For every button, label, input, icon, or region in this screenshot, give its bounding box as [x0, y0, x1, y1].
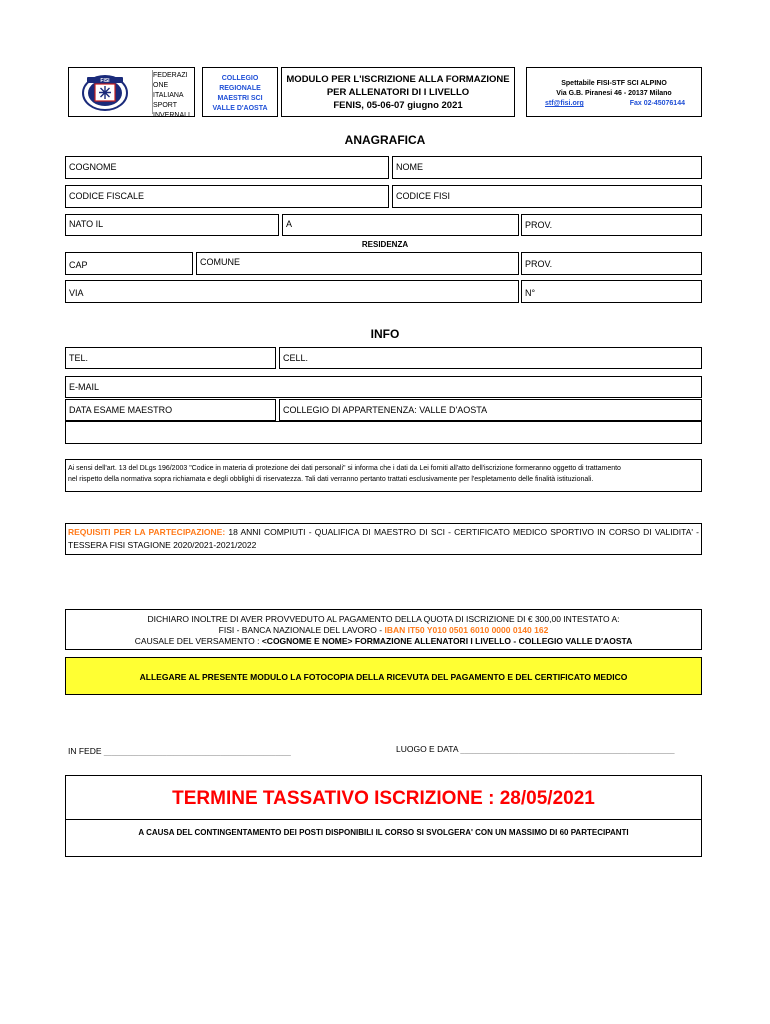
privacy-notice: Ai sensi dell'art. 13 del DLgs 196/2003 "Codice in materia di protezione dei dati personali" si informa che i dati da Lei forniti all'atto dell'iscrizione formeranno oggetto di trattamento nel rispetto della normativa sopra richiamata e degli obblighi di riservatezza. Tali dati verranno pertanto trattati esclusivamente per l'espletamento delle finalità istituzionali. [65, 459, 702, 492]
residenza-heading: RESIDENZA [361, 240, 409, 249]
email-link[interactable]: stf@fisi.org [545, 100, 584, 107]
anagrafica-heading: ANAGRAFICA [344, 133, 426, 147]
cap-field[interactable]: CAP [65, 252, 193, 275]
fisi-logo-icon [73, 74, 149, 112]
numero-civico-field[interactable]: N° [521, 280, 702, 303]
blank-row [65, 421, 702, 444]
federation-name: FEDERAZI ONE ITALIANA SPORT INVERNALI [153, 72, 190, 119]
nome-field[interactable]: NOME [392, 156, 702, 179]
collegio-block: COLLEGIO REGIONALE MAESTRI SCI VALLE D'AOSTA [202, 67, 278, 117]
via-field[interactable]: VIA [65, 280, 519, 303]
payment-declaration: DICHIARO INOLTRE DI AVER PROVVEDUTO AL PAGAMENTO DELLA QUOTA DI ISCRIZIONE DI € 300,00 INTESTATO A: FISI - BANCA NAZIONALE DEL LAVORO - IBAN IT50 Y010 0501 6010 0000 0140 162 CAUSALE DEL VERSAMENTO : <COGNOME E NOME> FORMAZIONE ALLENATORI I LIVELLO - COLLEGIO VALLE D'AOSTA [65, 609, 702, 650]
fax-number: Fax 02-45076144 [629, 100, 685, 107]
requisiti-text: 18 ANNI COMPIUTI - QUALIFICA DI MAESTRO DI SCI - CERTIFICATO MEDICO SPORTIVO IN CORSO DI VALIDITA' - TESSERA FISI STAGIONE 2020/2021-2021/2022 [68, 527, 699, 550]
codice-fiscale-field[interactable]: CODICE FISCALE [65, 185, 389, 208]
deadline-title: TERMINE TASSATIVO ISCRIZIONE : 28/05/2021 [66, 784, 701, 820]
luogo-data-signature[interactable]: LUOGO E DATA _______________________________________________________ [396, 744, 675, 754]
form-title: MODULO PER L'ISCRIZIONE ALLA FORMAZIONE PER ALLENATORI DI I LIVELLO FENIS, 05-06-07 giugno 2021 [281, 67, 515, 117]
cell-field[interactable]: CELL. [279, 347, 702, 369]
tel-field[interactable]: TEL. [65, 347, 276, 369]
in-fede-signature[interactable]: IN FEDE ________________________________________________ [68, 746, 291, 756]
cognome-field[interactable]: COGNOME [65, 156, 389, 179]
deadline-box [65, 775, 702, 857]
capacity-note: A CAUSA DEL CONTINGENTAMENTO DEI POSTI DISPONIBILI IL CORSO SI SVOLGERA' CON UN MASSIMO DI 60 PARTECIPANTI [138, 828, 629, 837]
prov-residenza-field[interactable]: PROV. [521, 252, 702, 275]
collegio-appartenenza-field: COLLEGIO DI APPARTENENZA: VALLE D'AOSTA [279, 399, 702, 421]
requisiti-title: REQUISITI PER LA PARTECIPAZIONE: [68, 527, 226, 537]
iban-code: IBAN IT50 Y010 0501 6010 0000 0140 162 [384, 625, 549, 635]
info-heading: INFO [370, 327, 400, 341]
email-field[interactable]: E-MAIL [65, 376, 702, 398]
attachment-notice: ALLEGARE AL PRESENTE MODULO LA FOTOCOPIA DELLA RICEVUTA DEL PAGAMENTO E DEL CERTIFICATO MEDICO [65, 657, 702, 695]
nato-il-field[interactable]: NATO IL [65, 214, 279, 236]
prov-nascita-field[interactable]: PROV. [521, 214, 702, 236]
requisiti-box [65, 523, 702, 555]
data-esame-field[interactable]: DATA ESAME MAESTRO [65, 399, 276, 421]
fisi-logo-block [68, 67, 195, 117]
codice-fisi-field[interactable]: CODICE FISI [392, 185, 702, 208]
comune-field[interactable]: COMUNE [196, 252, 519, 275]
logo-badge-text: FISI [100, 78, 110, 84]
recipient-address: Spettabile FISI-STF SCI ALPINO Via G.B. Piranesi 46 - 20137 Milano stf@fisi.org Fax 02-45076144 [526, 67, 702, 117]
luogo-nascita-field[interactable]: A [282, 214, 519, 236]
